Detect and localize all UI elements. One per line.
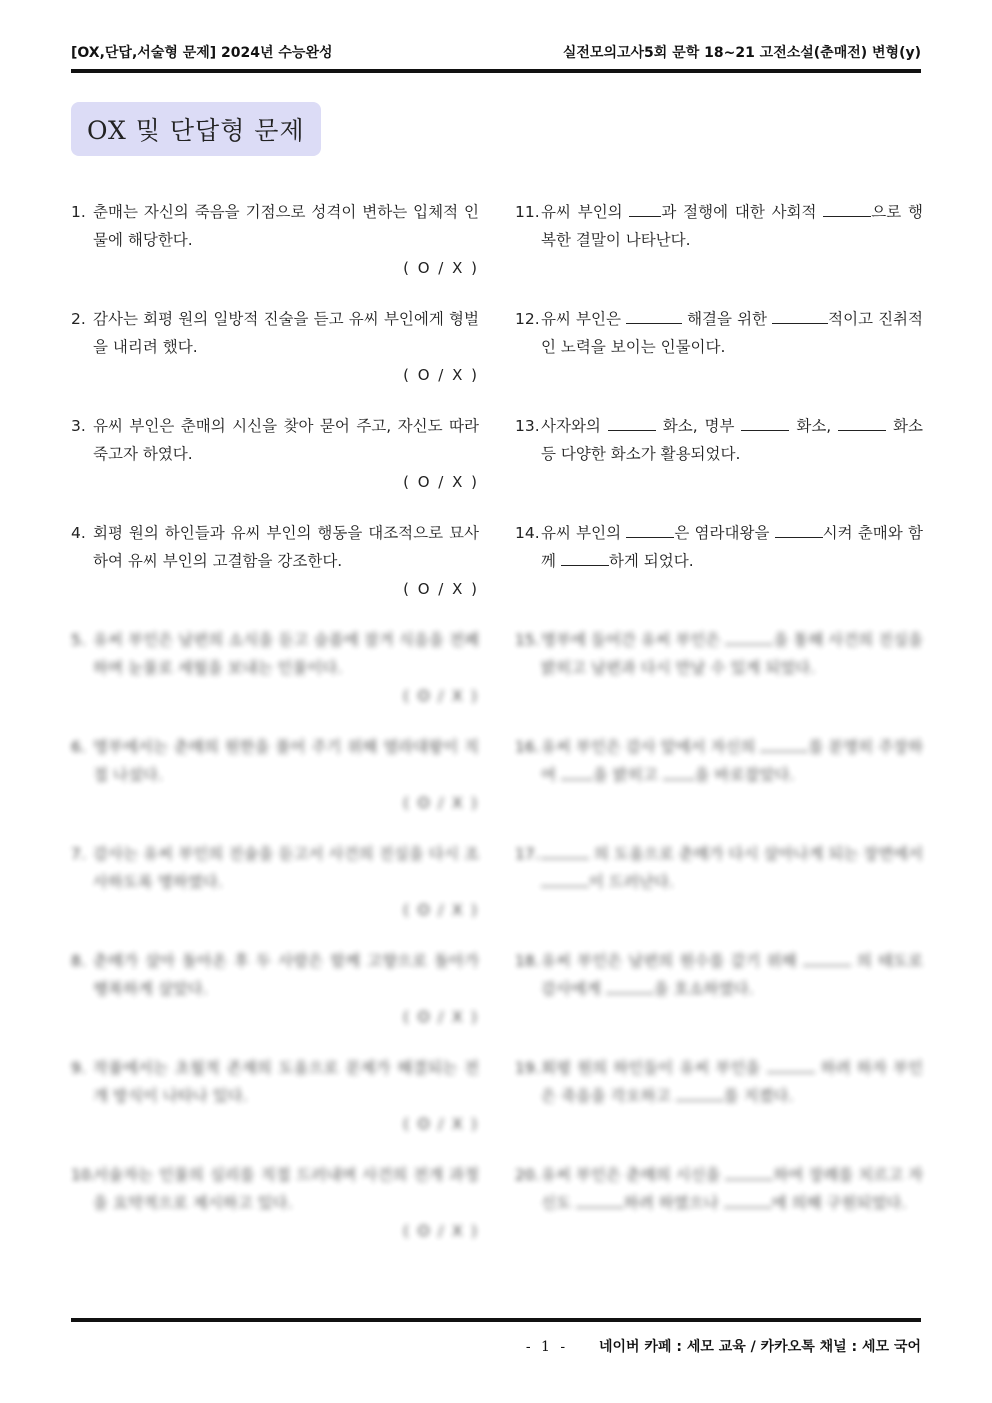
question-item: [515, 1054, 923, 1161]
answer-blank: [626, 519, 674, 538]
answer-blank: [606, 975, 654, 994]
question-text: 유씨 부인은 춘매의 시신을 하여 장례를 치르고 자신도 하려 하였으나 에 의해 구원되었다.: [515, 1161, 923, 1217]
left-question-column: [71, 198, 479, 1268]
ox-answer-marker: ( O / X ): [403, 1222, 479, 1240]
question-item: [71, 519, 479, 626]
page-header: [71, 42, 921, 66]
answer-blank: [541, 868, 589, 887]
question-number: 7.: [71, 845, 86, 863]
question-text: 감사는 회평 원의 일방적 진술을 듣고 유씨 부인에게 형벌을 내리려 했다.: [93, 310, 479, 356]
answer-blank: [775, 519, 823, 538]
question-item: [71, 840, 479, 947]
question-text: 의 도움으로 춘매가 다시 살아나게 되는 장면에서 이 드러난다.: [515, 840, 923, 896]
question-number: 16.: [515, 738, 540, 756]
answer-blank: [676, 1082, 724, 1101]
ox-answer-marker: ( O / X ): [403, 1115, 479, 1133]
answer-blank: [626, 305, 682, 324]
question-item: [71, 733, 479, 840]
question-item: [71, 305, 479, 412]
question-item: [71, 198, 479, 305]
question-number: 10.: [71, 1166, 96, 1184]
question-number: 13.: [515, 417, 540, 435]
question-number: 4.: [71, 524, 86, 542]
answer-blank: [608, 412, 656, 431]
answer-blank: [725, 626, 773, 645]
question-text: 명부에서는 춘매의 원한을 풀어 주기 위해 염라대왕이 직접 나섰다.: [93, 738, 479, 784]
question-item: [515, 1161, 923, 1268]
question-item: [515, 947, 923, 1054]
answer-blank: [760, 733, 808, 752]
ox-answer-marker: ( O / X ): [403, 366, 479, 384]
question-item: [71, 412, 479, 519]
answer-blank: [803, 947, 851, 966]
question-number: 11.: [515, 203, 540, 221]
question-number: 12.: [515, 310, 540, 328]
header-left-text: [OX,단답,서술형 문제] 2024년 수능완성: [71, 45, 333, 61]
question-text: 감사는 유씨 부인의 진술을 듣고서 사건의 진실을 다시 조사하도록 명하였다.: [93, 845, 479, 891]
question-text: 유씨 부인은 감사 앞에서 자신의 를 분명히 주장하여 을 밝히고 을 바로잡았다.: [515, 733, 923, 789]
ox-answer-marker: ( O / X ): [403, 901, 479, 919]
question-number: 5.: [71, 631, 86, 649]
question-text: 명부에 들어간 유씨 부인은 을 통해 사건의 진실을 밝히고 남편과 다시 만날 수 있게 되었다.: [515, 626, 923, 682]
ox-answer-marker: ( O / X ): [403, 794, 479, 812]
answer-blank: [561, 547, 609, 566]
ox-answer-marker: ( O / X ): [403, 580, 479, 598]
section-title-box: [71, 102, 321, 156]
question-number: 9.: [71, 1059, 86, 1077]
question-number: 20.: [515, 1166, 540, 1184]
question-text: 유씨 부인은 해결을 위한 적이고 진취적인 노력을 보이는 인물이다.: [515, 305, 923, 361]
answer-blank: [741, 412, 789, 431]
question-item: [515, 626, 923, 733]
answer-blank: [576, 1189, 624, 1208]
header-right-text: 실전모의고사5회 문학 18~21 고전소설(춘매전) 변형(y): [562, 45, 921, 61]
question-text: 춘매는 자신의 죽음을 기점으로 성격이 변하는 입체적 인물에 해당한다.: [93, 203, 479, 249]
question-item: [515, 305, 923, 412]
question-number: 15.: [515, 631, 540, 649]
question-text: 작품에서는 초월적 존재의 도움으로 문제가 해결되는 전개 방식이 나타나 있다.: [93, 1059, 479, 1105]
question-text: 유씨 부인은 남편의 원수를 갚기 위해 의 태도로 감사에게 을 호소하였다.: [515, 947, 923, 1003]
question-number: 19.: [515, 1059, 540, 1077]
question-number: 17.: [515, 845, 540, 863]
page-footer: [526, 1336, 921, 1356]
ox-answer-marker: ( O / X ): [403, 259, 479, 277]
question-number: 2.: [71, 310, 86, 328]
ox-answer-marker: ( O / X ): [403, 687, 479, 705]
question-item: [71, 1054, 479, 1161]
question-text: 서술자는 인물의 심리를 직접 드러내며 사건의 전개 과정을 요약적으로 제시하고 있다.: [93, 1166, 479, 1212]
question-item: [71, 626, 479, 733]
question-number: 14.: [515, 524, 540, 542]
answer-blank: [772, 305, 828, 324]
answer-blank: [838, 412, 886, 431]
section-title: OX 및 단답형 문제: [87, 116, 305, 145]
question-text: 춘매가 살아 돌아온 후 두 사람은 함께 고향으로 돌아가 행복하게 살았다.: [93, 952, 479, 998]
question-number: 6.: [71, 738, 86, 756]
question-item: [515, 840, 923, 947]
answer-blank: [724, 1189, 772, 1208]
answer-blank: [663, 761, 695, 780]
question-text: 회평 원의 하인들이 유씨 부인을 하려 하자 부인은 죽음을 각오하고 를 지켰다.: [515, 1054, 923, 1110]
question-item: [515, 733, 923, 840]
question-item: [515, 519, 923, 626]
question-item: [71, 947, 479, 1054]
answer-blank: [629, 198, 661, 217]
question-text: 유씨 부인은 춘매의 시신을 찾아 묻어 주고, 자신도 따라 죽고자 하였다.: [93, 417, 479, 463]
answer-blank: [541, 840, 589, 859]
question-number: 8.: [71, 952, 86, 970]
question-number: 18.: [515, 952, 540, 970]
question-item: [515, 198, 923, 305]
answer-blank: [725, 1161, 773, 1180]
header-divider: [71, 69, 921, 73]
question-text: 사자와의 화소, 명부 화소, 화소 등 다양한 화소가 활용되었다.: [515, 412, 923, 468]
answer-blank: [767, 1054, 815, 1073]
question-item: [71, 1161, 479, 1268]
question-number: 1.: [71, 203, 86, 221]
question-item: [515, 412, 923, 519]
footer-text: 네이버 카페 : 세모 교육 / 카카오톡 채널 : 세모 국어: [598, 1339, 921, 1355]
answer-blank: [561, 761, 593, 780]
question-number: 3.: [71, 417, 86, 435]
question-text: 회평 원의 하인들과 유씨 부인의 행동을 대조적으로 묘사하여 유씨 부인의 고결함을 강조한다.: [93, 524, 479, 570]
question-text: 유씨 부인은 남편의 소식을 듣고 슬픔에 잠겨 식음을 전폐하며 눈물로 세월을 보내는 인물이다.: [93, 631, 479, 677]
ox-answer-marker: ( O / X ): [403, 473, 479, 491]
ox-answer-marker: ( O / X ): [403, 1008, 479, 1026]
footer-divider: [71, 1318, 921, 1322]
answer-blank: [823, 198, 871, 217]
question-text: 유씨 부인의 은 염라대왕을 시켜 춘매와 함께 하게 되었다.: [515, 519, 923, 575]
right-question-column: [515, 198, 923, 1268]
page-number: - 1 -: [525, 1339, 569, 1355]
question-text: 유씨 부인의 과 절행에 대한 사회적 으로 행복한 결말이 나타난다.: [515, 198, 923, 254]
